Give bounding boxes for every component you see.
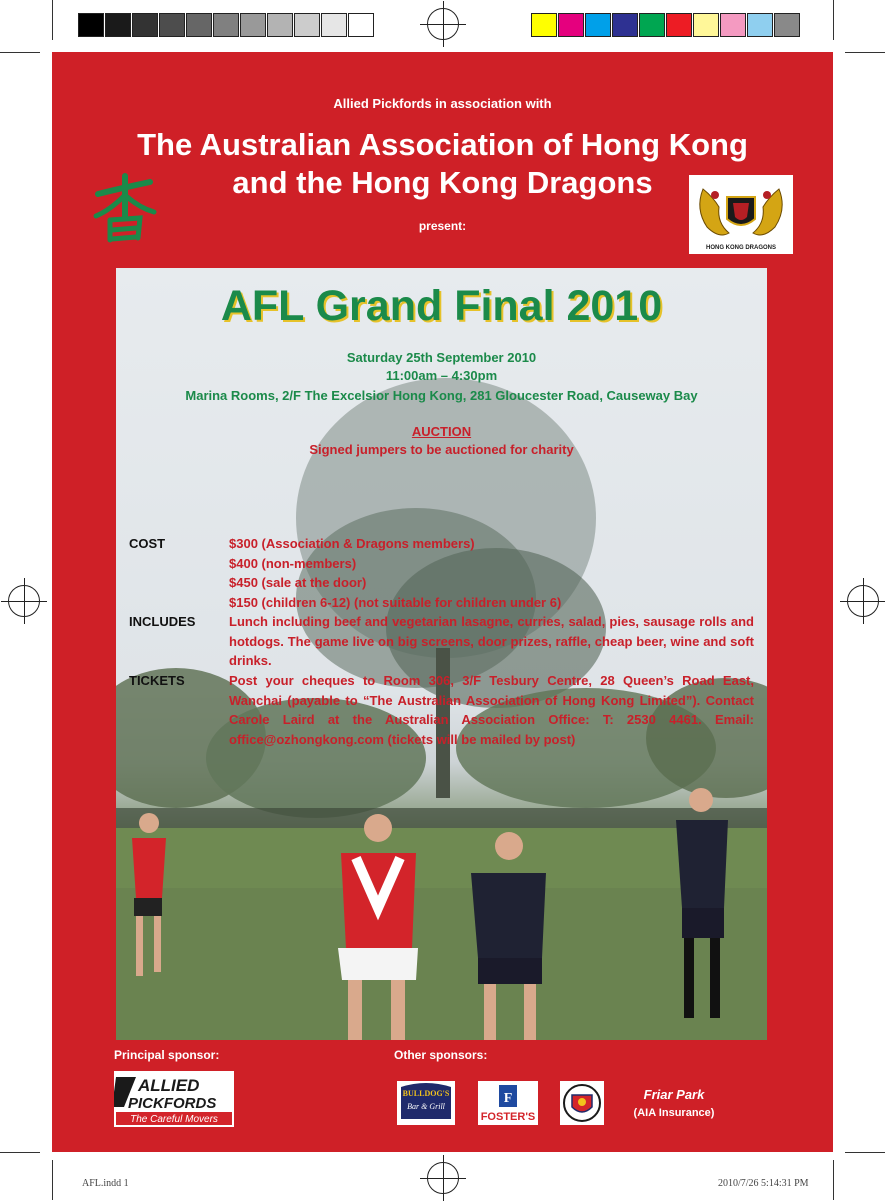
crop-mark — [833, 0, 834, 40]
color-swatch — [693, 13, 719, 37]
color-swatch — [531, 13, 557, 37]
cost-line: $450 (sale at the door) — [229, 575, 367, 590]
cost-line: $400 (non-members) — [229, 555, 357, 571]
crop-mark — [845, 52, 885, 53]
color-swatch — [747, 13, 773, 37]
event-date: Saturday 25th September 2010 — [346, 350, 537, 365]
hong-kong-dragons-logo — [689, 175, 793, 254]
crop-mark — [0, 52, 40, 53]
bulldogs-line2: Bar & Grill — [407, 1102, 445, 1111]
event-photo-panel — [116, 268, 767, 1040]
crop-mark — [833, 1160, 834, 1200]
color-swatch — [132, 13, 158, 37]
friar-park-subtitle: (AIA Insurance) — [633, 1107, 715, 1119]
auction-heading: AUCTION — [411, 424, 472, 439]
event-venue: Marina Rooms, 2/F The Excelsior Hong Kong, 281 Gloucester Road, Causeway Bay — [185, 388, 698, 403]
color-swatch — [348, 13, 374, 37]
fosters-logo — [478, 1081, 538, 1125]
registration-mark-icon — [427, 8, 459, 40]
color-swatch — [720, 13, 746, 37]
includes-text: Lunch including beef and vegetarian lasagne, curries, salad, pies, sausage rolls and hotdogs. The game live on big screens, door prizes, raffle, cheap beer, wine and soft drinks. — [229, 614, 754, 668]
print-timestamp: 2010/7/26 5:14:31 PM — [718, 1178, 809, 1189]
cost-line: $150 (children 6-12) (not suitable for children under 6) — [229, 594, 562, 610]
color-swatch — [213, 13, 239, 37]
present-line: present: — [418, 219, 467, 233]
cost-line: $300 (Association & Dragons members) — [229, 536, 475, 551]
allied-tagline: The Careful Movers — [130, 1114, 218, 1125]
crop-mark — [52, 1160, 53, 1200]
allied-line1: ALLIED — [138, 1076, 200, 1095]
title-line-1: The Australian Association of Hong Kong — [137, 127, 748, 162]
color-swatch — [666, 13, 692, 37]
color-swatch — [321, 13, 347, 37]
tickets-text: Post your cheques to Room 306, 3/F Tesbury Centre, 28 Queen’s Road East, Wanchai (payable to “The Australian Association of Hong Kong Limited”). Contact Carole Laird at the Australian Association Office: T: 2530 4461. Email: office@ozhongkong.com (tickets will be mailed by post) — [229, 673, 754, 747]
event-time: 11:00am – 4:30pm — [385, 368, 498, 383]
hong-kong-calligraphy-icon — [92, 172, 158, 244]
event-title: AFL Grand Final 2010 — [220, 282, 663, 330]
color-swatch — [240, 13, 266, 37]
other-sponsors-label: Other sponsors: — [394, 1048, 488, 1062]
association-crest-logo — [560, 1081, 604, 1125]
allied-line2: PICKFORDS — [128, 1095, 217, 1112]
grayscale-color-bar — [78, 13, 375, 37]
color-swatch — [612, 13, 638, 37]
bulldogs-line1: BULLDOG'S — [402, 1089, 450, 1098]
color-swatch — [105, 13, 131, 37]
includes-section — [129, 612, 754, 671]
color-swatch — [558, 13, 584, 37]
includes-label: INCLUDES — [129, 614, 196, 629]
color-swatch — [267, 13, 293, 37]
cmyk-color-bar — [531, 13, 801, 37]
bulldogs-logo — [397, 1081, 455, 1125]
color-swatch — [294, 13, 320, 37]
poster — [52, 52, 833, 1152]
intro-line: Allied Pickfords in association with — [333, 96, 552, 111]
principal-sponsor-label: Principal sponsor: — [114, 1048, 220, 1062]
title-line-2: and the Hong Kong Dragons — [232, 165, 653, 200]
registration-mark-icon — [8, 585, 40, 617]
fosters-text: FOSTER'S — [480, 1111, 536, 1123]
color-swatch — [186, 13, 212, 37]
file-slug: AFL.indd 1 — [82, 1178, 129, 1189]
registration-mark-icon — [847, 585, 879, 617]
crop-mark — [52, 0, 53, 40]
friar-park-name: Friar Park — [643, 1087, 705, 1102]
crop-mark — [845, 1152, 885, 1153]
cost-values — [229, 534, 754, 612]
svg-text:F: F — [503, 1091, 513, 1106]
color-swatch — [159, 13, 185, 37]
color-swatch — [774, 13, 800, 37]
color-swatch — [639, 13, 665, 37]
color-swatch — [585, 13, 611, 37]
crop-mark — [0, 1152, 40, 1153]
tickets-label: TICKETS — [129, 673, 185, 688]
cost-label: COST — [129, 536, 166, 551]
tickets-section — [129, 671, 754, 749]
registration-mark-icon — [427, 1162, 459, 1194]
dragon-logo-caption: HONG KONG DRAGONS — [705, 245, 777, 251]
auction-text: Signed jumpers to be auctioned for charity — [309, 442, 574, 457]
friar-park-sponsor — [619, 1087, 729, 1119]
color-swatch — [78, 13, 104, 37]
allied-pickfords-logo — [114, 1071, 234, 1127]
cost-section — [129, 534, 754, 612]
